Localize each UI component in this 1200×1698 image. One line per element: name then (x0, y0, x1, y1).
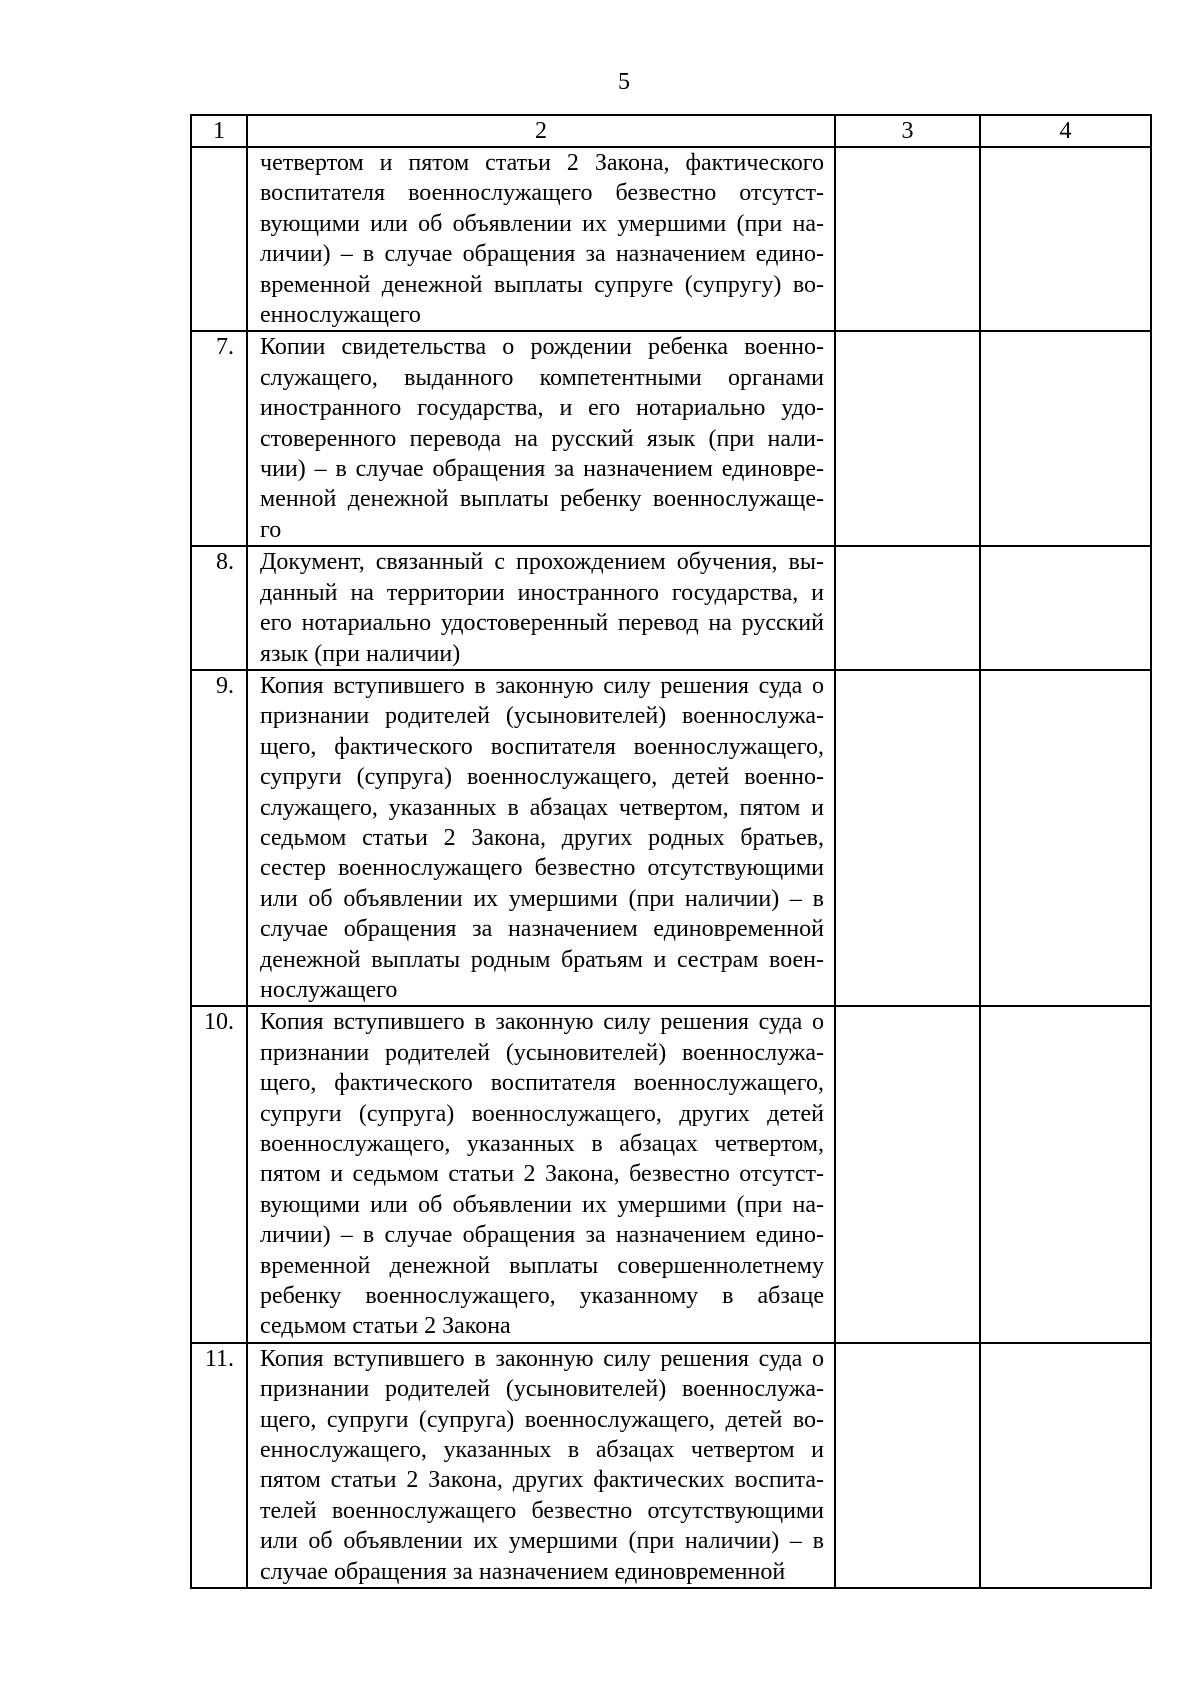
description-line: признании родителей (усыновителей) военнослужа- (260, 1376, 824, 1403)
description-line: временной денежной выплаты совершеннолетнему (260, 1252, 824, 1279)
description-line: служащего, выданного компетентными органами (260, 364, 824, 391)
table-row (191, 546, 1151, 670)
row-description (247, 1343, 835, 1588)
description-line: язык (при наличии) (260, 640, 461, 667)
description-line: временной денежной выплаты супруге (супругу) во- (260, 271, 824, 298)
table-row (191, 147, 1151, 331)
description-line: Копия вступившего в законную силу решения суда о (260, 1009, 824, 1036)
row-number: 7. (191, 331, 247, 546)
description-line: случае обращения за назначением единовременной (260, 916, 824, 943)
row-number: 9. (191, 670, 247, 1006)
description-line: щего, фактического воспитателя военнослужащего, (260, 733, 824, 760)
column-header-3: 3 (835, 115, 980, 147)
column-4-cell (980, 546, 1151, 670)
description-line: менной денежной выплаты ребенку военнослужаще- (260, 486, 824, 513)
row-description (247, 147, 835, 331)
page-number: 5 (618, 69, 630, 95)
description-line: личии) – в случае обращения за назначением едино- (260, 241, 824, 268)
description-line: Копия вступившего в законную силу решения суда о (260, 1345, 824, 1372)
description-line: пятом и седьмом статьи 2 Закона, безвестно отсутст- (260, 1161, 824, 1188)
row-number: 8. (191, 546, 247, 670)
column-3-cell (835, 331, 980, 546)
description-line: его нотариально удостоверенный перевод на русский (260, 610, 824, 637)
description-line: сестер военнослужащего безвестно отсутствующими (260, 855, 824, 882)
column-3-cell (835, 1006, 980, 1342)
description-line: данный на территории иностранного государства, и (260, 579, 824, 606)
column-header-4: 4 (980, 115, 1151, 147)
description-line: воспитателя военнослужащего безвестно отсутст- (260, 180, 824, 207)
description-line: го (260, 516, 282, 543)
column-4-cell (980, 1006, 1151, 1342)
description-line: ребенку военнослужащего, указанному в абзаце (260, 1283, 824, 1310)
description-line: военнослужащего, указанных в абзацах четвертом, (260, 1131, 824, 1157)
description-line: телей военнослужащего безвестно отсутствующими (260, 1497, 824, 1524)
description-line: личии) – в случае обращения за назначением едино- (260, 1222, 824, 1249)
description-line: Копии свидетельства о рождении ребенка военно- (260, 334, 824, 361)
description-line: щего, супруги (супруга) военнослужащего, детей во- (260, 1406, 824, 1433)
row-description (247, 1006, 835, 1342)
description-line: еннослужащего, указанных в абзацах четвертом и (260, 1437, 824, 1464)
row-description (247, 331, 835, 546)
description-line: четвертом и пятом статьи 2 Закона, фактического (260, 150, 824, 176)
row-number: 11. (191, 1343, 247, 1588)
description-line: признании родителей (усыновителей) военнослужа- (260, 703, 824, 730)
table-row (191, 670, 1151, 1006)
description-line: служащего, указанных в абзацах четвертом, пятом и (260, 794, 824, 821)
column-3-cell (835, 147, 980, 331)
column-4-cell (980, 331, 1151, 546)
row-number (191, 147, 247, 331)
description-line: еннослужащего (260, 302, 421, 329)
documents-table (190, 114, 1152, 1589)
column-3-cell (835, 670, 980, 1006)
row-description (247, 546, 835, 670)
description-line: случае обращения за назначением единовременной (260, 1558, 786, 1585)
description-line: щего, фактического воспитателя военнослужащего, (260, 1070, 824, 1097)
row-description (247, 670, 835, 1006)
description-line: или об объявлении их умершими (при наличии) – в (260, 1528, 824, 1555)
description-line: Копия вступившего в законную силу решения суда о (260, 672, 824, 699)
table-row (191, 1343, 1151, 1588)
table-row (191, 331, 1151, 546)
table-header-row (191, 115, 1151, 147)
description-line: стоверенного перевода на русский язык (при нали- (260, 425, 824, 452)
description-line: супруги (супруга) военнослужащего, других детей (260, 1100, 824, 1127)
table-row (191, 1006, 1151, 1342)
description-line: вующими или об объявлении их умершими (при на- (260, 1191, 824, 1218)
description-line: чии) – в случае обращения за назначением единовре- (260, 456, 824, 483)
description-line: нослужащего (260, 976, 398, 1003)
description-line: седьмом статьи 2 Закона (260, 1313, 511, 1340)
column-4-cell (980, 1343, 1151, 1588)
description-line: признании родителей (усыновителей) военнослужа- (260, 1039, 824, 1066)
column-header-1: 1 (191, 115, 247, 147)
column-4-cell (980, 147, 1151, 331)
description-line: денежной выплаты родным братьям и сестрам воен- (260, 946, 824, 973)
column-header-2: 2 (247, 115, 835, 147)
column-3-cell (835, 1343, 980, 1588)
column-4-cell (980, 670, 1151, 1006)
description-line: пятом статьи 2 Закона, других фактических воспита- (260, 1467, 824, 1494)
column-3-cell (835, 546, 980, 670)
description-line: супруги (супруга) военнослужащего, детей военно- (260, 764, 824, 791)
description-line: седьмом статьи 2 Закона, других родных братьев, (260, 824, 824, 851)
description-line: Документ, связанный с прохождением обучения, вы- (260, 549, 824, 576)
description-line: вующими или об объявлении их умершими (при на- (260, 210, 824, 237)
description-line: или об объявлении их умершими (при наличии) – в (260, 885, 824, 912)
description-line: иностранного государства, и его нотариально удо- (260, 395, 824, 422)
row-number: 10. (191, 1006, 247, 1342)
